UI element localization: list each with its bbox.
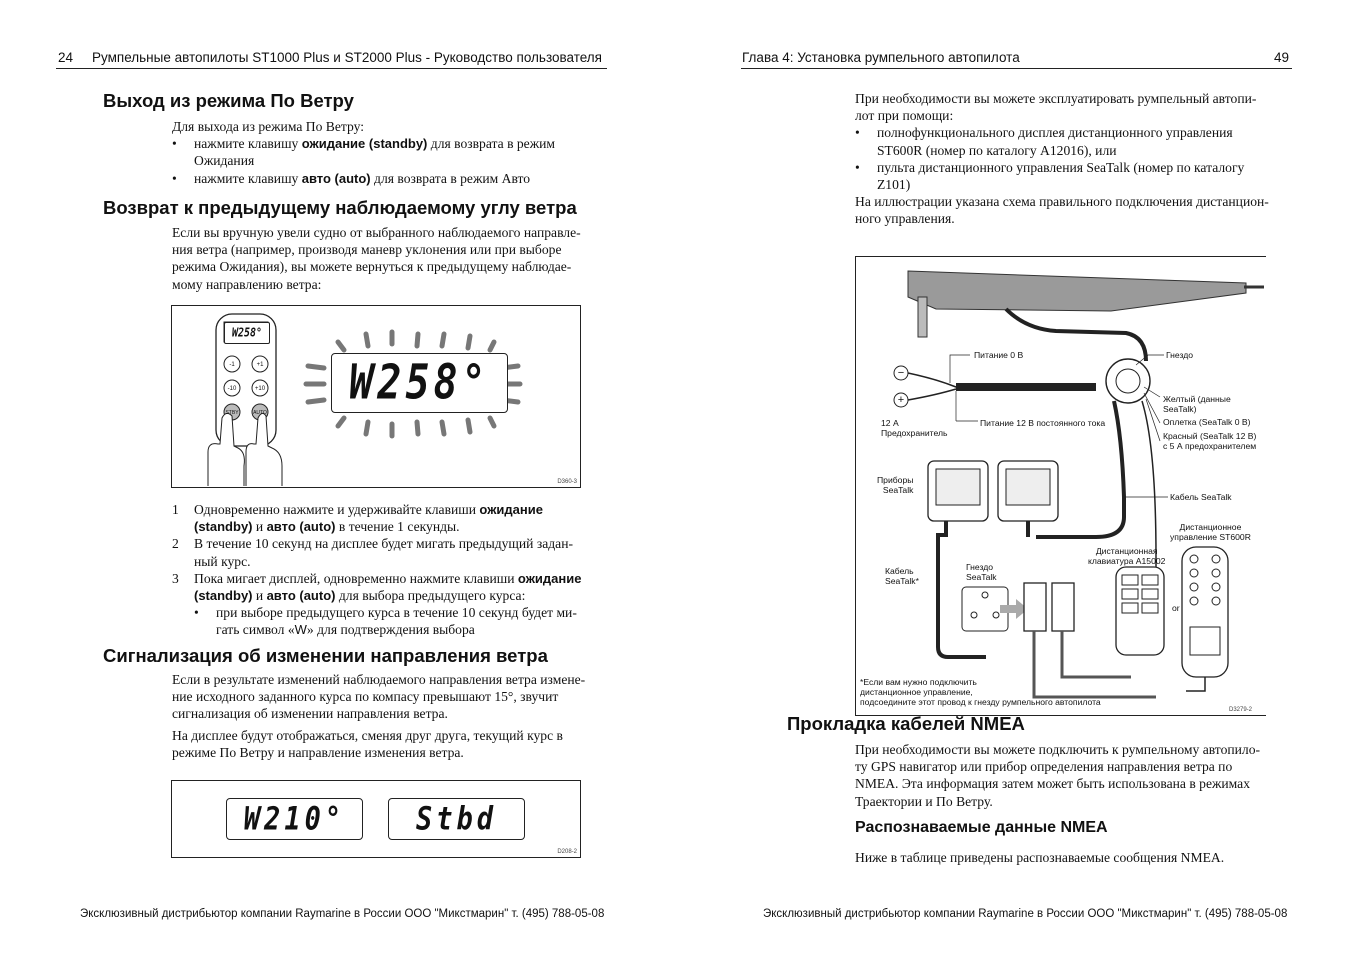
label-footnote: *Если вам нужно подключить дистанционное управление, подсоедините этот провод к гнезду румпельного автопилота (860, 677, 1101, 707)
label-socket: Гнездо (1166, 350, 1194, 360)
bullet: • (172, 136, 177, 152)
label-fuse: 12 А Предохранитель (881, 418, 948, 438)
step-1: 1 Одновременно нажмите и удерживайте клавиши ожидание (standby) и авто (auto) в течение 1 секунды. (172, 502, 543, 535)
step-2: 2 В течение 10 секунд на дисплее будет мигать предыдущий задан- ный курс. (172, 536, 573, 569)
key-minus1: -1 (229, 362, 235, 368)
section-nmea-data: Ниже в таблице приведены распознаваемые сообщения NMEA. (855, 850, 1225, 865)
label-seatalk-instruments: Приборы SeaTalk (877, 475, 914, 495)
header-rule-left (56, 68, 607, 69)
heading-return-wind-angle: Возврат к предыдущему наблюдаемому углу ветра (103, 197, 577, 218)
heading-nmea-data: Распознаваемые данные NMEA (855, 819, 1108, 836)
list-item: • нажмите клавишу ожидание (standby) для возврата в режим Ожидания (172, 136, 555, 169)
bullet: • (172, 170, 177, 186)
section-nmea-cabling: При необходимости вы можете подключить к румпельному автопило- ту GPS навигатор или прибор определения направления ветра по NMEA. Эта информация затем может быть использована в режимах Траектории и По Ветру. (855, 742, 1261, 809)
section-exit-wind-mode (172, 118, 612, 187)
label-yellow-data: Желтый (данные SeaTalk) (1163, 394, 1231, 414)
figure-alternating-display (171, 780, 581, 858)
key-plus10: +10 (254, 386, 266, 392)
label-keypad: Дистанционная клавиатура A15002 (1088, 546, 1166, 566)
sub-list-item: • при выборе предыдущего курса в течение 10 секунд будет ми- гать символ «W» для подтверждения выбора (194, 605, 577, 638)
label-seatalk-cable: Кабель SeaTalk (1170, 492, 1232, 502)
label-red-12v: Красный (SeaTalk 12 В) с 5 А предохранителем (1163, 431, 1257, 451)
key-plus1: +1 (256, 362, 264, 368)
remote-lcd: W258° (224, 322, 270, 344)
label-screen: Оплетка (SeaTalk 0 В) (1163, 417, 1251, 427)
label-or: or (1172, 603, 1180, 613)
section-wind-shift-alarm: Если в результате изменений наблюдаемого направления ветра измене- ние исходного заданного курса по компасу превышают 15°, звучит сигнализация об изменении направления ветра. На дисплее будут отображаться, сменяя друг друга, текущий курс в режиме По Ветру и направление изменения ветра. (172, 672, 586, 760)
lcd-heading: W210° (226, 798, 363, 840)
list-item: • полнофункционального дисплея дистанционного управления ST600R (номер по каталогу A12016), или (855, 125, 1233, 158)
label-st600r: Дистанционное управление ST600R (1170, 522, 1251, 542)
list-item: • пульта дистанционного управления SeaTalk (номер по каталогу Z101) (855, 159, 1245, 193)
page-number-left: 24 (58, 50, 74, 65)
key-auto-label: AUTO (253, 410, 267, 416)
steps-list (172, 501, 612, 639)
step-3: 3 Пока мигает дисплей, одновременно нажмите клавиши ожидание (standby) и авто (auto) для выбора предыдущего курса: • при выборе предыдущего курса в течение 10 секунд будет ми- гать символ «W» для подтверждения выбора (172, 570, 612, 639)
key-stby: STBY (225, 410, 239, 416)
large-lcd-display: W258° (331, 353, 508, 413)
running-header-right: Глава 4: Установка румпельного автопилота (742, 50, 1020, 65)
label-power-0v: Питание 0 В (974, 350, 1024, 360)
lcd-wind-direction: Stbd (388, 798, 525, 840)
page-number-right: 49 (1274, 50, 1290, 65)
section-return-wind-angle: Если вы вручную увели судно от выбранного наблюдаемого направле- ния ветра (например, производя маневр уклонения или при выборе режима Ожидания), вы можете вернуться к предыдущему наблюдае- мому направлению ветра: (172, 225, 581, 292)
heading-wind-shift-alarm: Сигнализация об изменении направления ветра (103, 645, 548, 666)
terminal-plus: + (897, 394, 905, 406)
footer-left: Эксклюзивный дистрибьютор компании Raymarine в России ООО "Микстмарин" т. (495) 788-05-08 (80, 908, 605, 920)
label-seatalk-cable-note: Кабель SeaTalk* (885, 566, 919, 586)
figure-code: D208-2 (557, 849, 577, 855)
intro-text: Для выхода из режима По Ветру: (172, 119, 365, 134)
list-item: • нажмите клавишу авто (auto) для возврата в режим Авто (172, 170, 531, 186)
key-minus10: -10 (227, 386, 237, 392)
key-auto: авто (auto) (301, 170, 371, 186)
footer-right: Эксклюзивный дистрибьютор компании Raymarine в России ООО "Микстмарин" т. (495) 788-05-08 (763, 908, 1288, 920)
key-standby: ожидание (standby) (301, 136, 428, 152)
figure-code: D3279-2 (1228, 707, 1252, 713)
figure-remote-display (171, 305, 581, 488)
header-rule-right (741, 68, 1292, 69)
heading-nmea-cabling: Прокладка кабелей NMEA (787, 713, 1025, 734)
wiring-diagram-drawing (856, 257, 1266, 715)
terminal-minus: − (897, 367, 905, 379)
heading-exit-wind-mode: Выход из режима По Ветру (103, 90, 354, 111)
figure-wiring-diagram (855, 256, 1266, 716)
label-seatalk-socket: Гнездо SeaTalk (966, 562, 997, 582)
label-power-12v: Питание 12 В постоянного тока (980, 418, 1106, 428)
section-remote-intro: При необходимости вы можете эксплуатировать румпельный автопи- лот при помощи: • полнофункционального дисплея дистанционного управления ST600R (номер по каталогу A12016), или • пульта дистанционного управления SeaTalk (номер по каталогу Z101) На иллюстрации указана схема правильного подключения дистанцион- ного управления. (855, 90, 1295, 228)
figure-code: D360-3 (557, 479, 577, 485)
running-header-left: Румпельные автопилоты ST1000 Plus и ST2000 Plus - Руководство пользователя (92, 50, 602, 65)
